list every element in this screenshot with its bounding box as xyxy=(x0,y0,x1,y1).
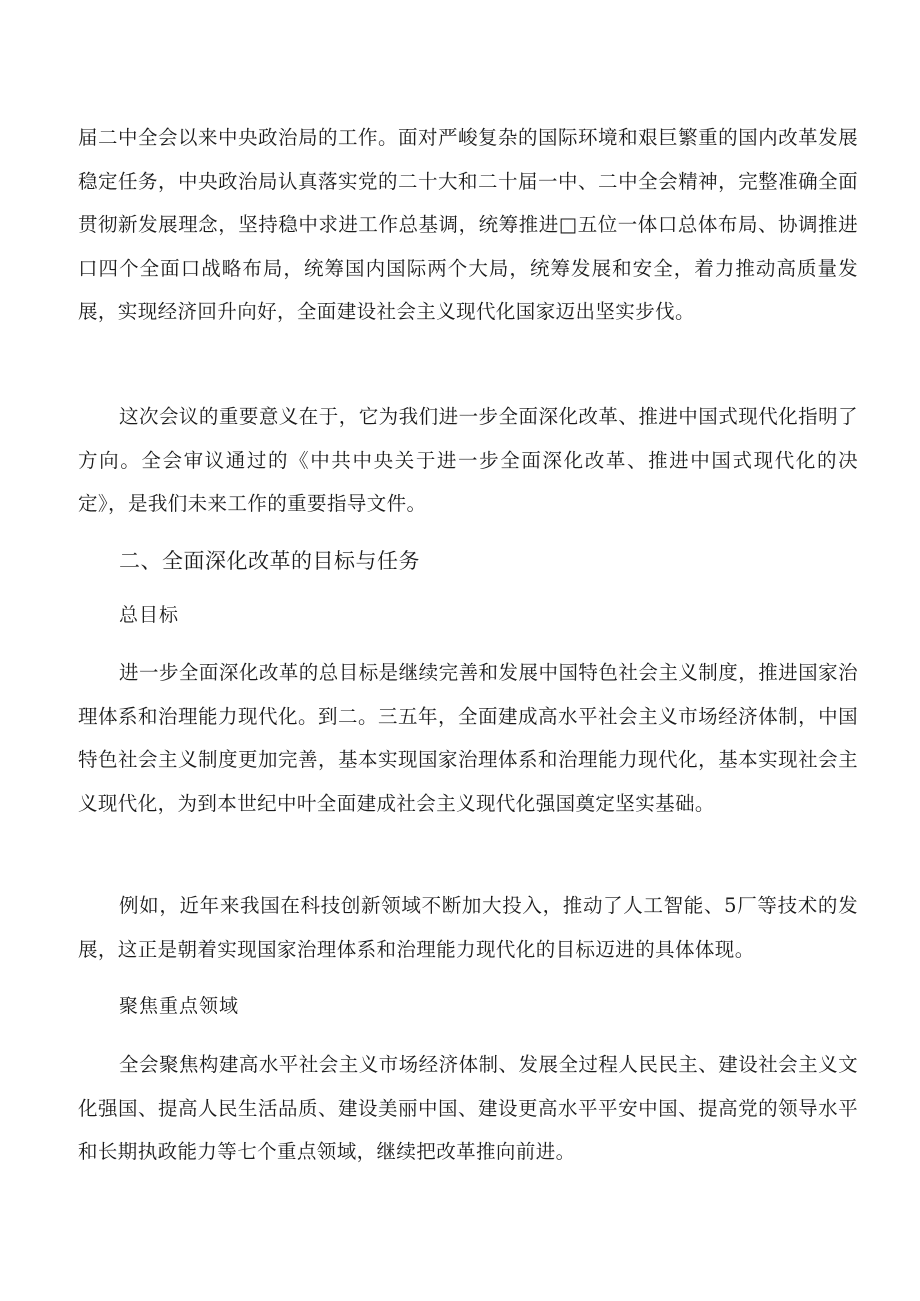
paragraph-meeting-significance: 这次会议的重要意义在于，它为我们进一步全面深化改革、推进中国式现代化指明了方向。全会审议通过的《中共中央关于进一步全面深化改革、推进中国式现代化的决定》，是我们未来工作的重要指导文件。 xyxy=(78,405,858,515)
paragraph-overall-goal: 进一步全面深化改革的总目标是继续完善和发展中国特色社会主义制度，推进国家治理体系和治理能力现代化。到二。三五年，全面建成高水平社会主义市场经济体制，中国特色社会主义制度更加完善，基本实现国家治理体系和治理能力现代化，基本实现社会主义现代化，为到本世纪中叶全面建成社会主义现代化强国奠定坚实基础。 xyxy=(78,661,858,815)
subheading-overall-goal: 总目标 xyxy=(119,604,180,626)
paragraph-key-areas: 全会聚焦构建高水平社会主义市场经济体制、发展全过程人民民主、建设社会主义文化强国、提高人民生活品质、建设美丽中国、建设更高水平平安中国、提高党的领导水平和长期执政能力等七个重点领域，继续把改革推向前进。 xyxy=(78,1053,858,1163)
section-heading-reform-goals: 二、全面深化改革的目标与任务 xyxy=(119,549,420,573)
paragraph-politburo-work: 届二中全会以来中央政治局的工作。面对严峻复杂的国际环境和艰巨繁重的国内改革发展稳定任务，中央政治局认真落实党的二十大和二十届一中、二中全会精神，完整准确全面贯彻新发展理念，坚持稳中求进工作总基调，统筹推进□五位一体口总体布局、协调推进口四个全面口战略布局，统筹国内国际两个大局，统筹发展和安全，着力推动高质量发展，实现经济回升向好，全面建设社会主义现代化国家迈出坚实步伐。 xyxy=(78,126,858,323)
paragraph-example-tech: 例如，近年来我国在科技创新领域不断加大投入，推动了人工智能、5厂等技术的发展，这正是朝着实现国家治理体系和治理能力现代化的目标迈进的具体体现。 xyxy=(78,894,858,961)
subheading-key-areas: 聚焦重点领域 xyxy=(119,995,240,1017)
